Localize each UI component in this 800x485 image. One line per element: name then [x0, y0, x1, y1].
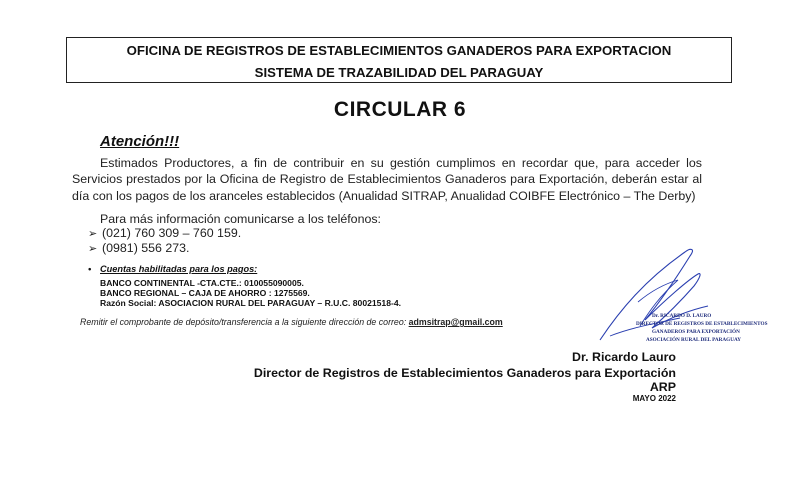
- accounts-title: Cuentas habilitadas para los pagos:: [100, 264, 258, 274]
- email-link[interactable]: admsitrap@gmail.com: [408, 317, 503, 327]
- document-date: MAYO 2022: [632, 394, 676, 403]
- account-line: BANCO CONTINENTAL -CTA.CTE.: 010055090005.: [100, 278, 304, 288]
- account-line: Razón Social: ASOCIACION RURAL DEL PARAGUAY – R.U.C. 80021518-4.: [100, 298, 402, 308]
- arrow-bullet-icon: ➢: [88, 228, 98, 240]
- signatory-title: Director de Registros de Establecimientos Ganaderos para Exportación: [253, 366, 676, 380]
- stamp-line: ASOCIACIÓN RURAL DEL PARAGUAY: [646, 337, 741, 343]
- header-system-title: SISTEMA DE TRAZABILIDAD DEL PARAGUAY: [254, 65, 544, 80]
- body-text: Estimados Productores, a fin de contribuir en su gestión cumplimos en recordar que, para acceder los Servicios prestados por la Oficina de Registro de Establecimientos Ganaderos para Exportación, deberán estar al día con los pagos de los aranceles establecidos (Anualidad SITRAP, Anualidad COIBFE Electrónico – The Derby): [72, 156, 702, 203]
- stamp-line: GANADEROS PARA EXPORTACIÓN: [652, 329, 740, 335]
- remit-note: [80, 317, 503, 327]
- accounts-heading: [88, 264, 257, 274]
- remit-text: Remitir el comprobante de depósito/transferencia a la siguiente dirección de correo:: [80, 317, 407, 327]
- bullet-icon: •: [88, 264, 92, 274]
- signatory-org: ARP: [649, 380, 676, 394]
- account-line: BANCO REGIONAL – CAJA DE AHORRO : 1275569.: [100, 288, 310, 298]
- arrow-bullet-icon: ➢: [88, 243, 98, 255]
- circular-title: CIRCULAR 6: [333, 98, 467, 121]
- phone-number: (021) 760 309 – 760 159.: [102, 226, 242, 240]
- phone-number: (0981) 556 273.: [102, 241, 190, 255]
- body-paragraph: [72, 155, 702, 204]
- contact-label: Para más información comunicarse a los teléfonos:: [100, 212, 381, 226]
- header-office-title: OFICINA DE REGISTROS DE ESTABLECIMIENTOS GANADEROS PARA EXPORTACION: [126, 43, 672, 58]
- signatory-name: Dr. Ricardo Lauro: [572, 350, 676, 364]
- attention-heading: Atención!!!: [100, 133, 180, 150]
- stamp-line: DIRECTOR DE REGISTROS DE ESTABLECIMIENTOS: [636, 321, 768, 327]
- header-box: [66, 37, 732, 83]
- stamp-line: Dr. RICARDO D. LAURO: [652, 313, 712, 319]
- phone-item: [88, 226, 241, 240]
- phone-item: [88, 241, 190, 255]
